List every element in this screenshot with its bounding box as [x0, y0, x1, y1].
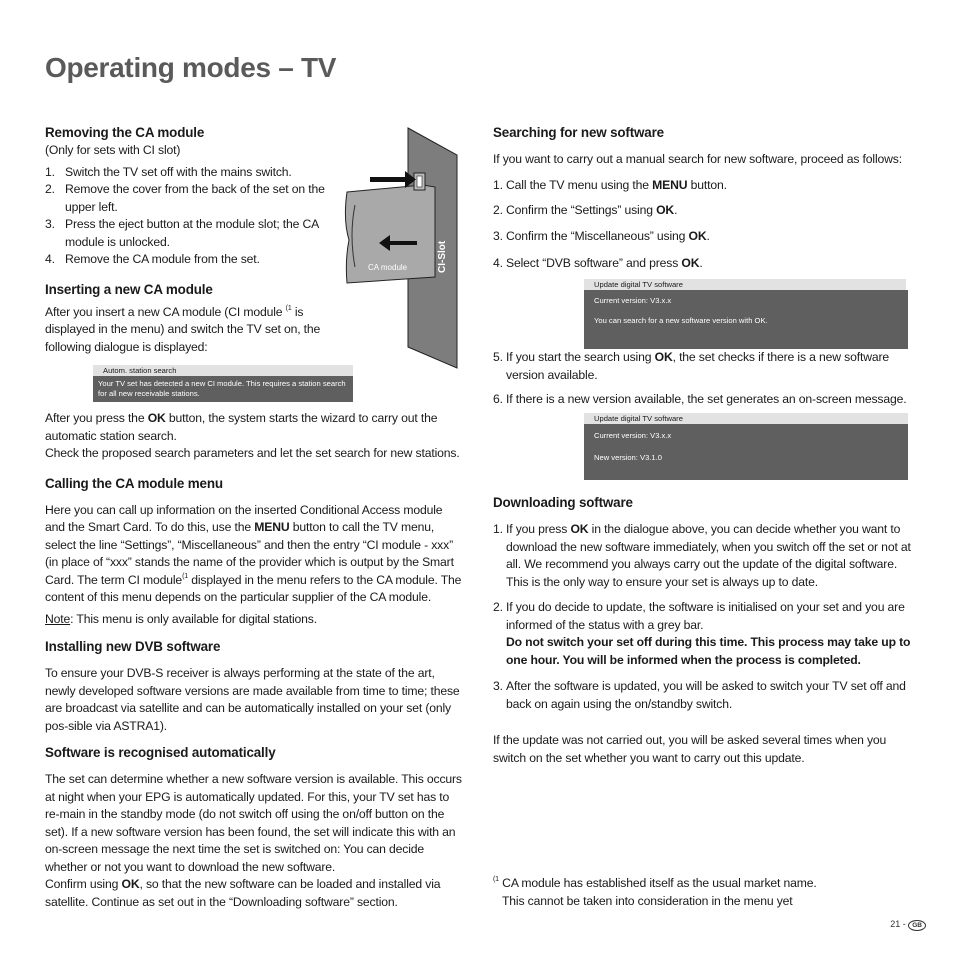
ci-slot-label: CI-Slot — [437, 240, 448, 273]
right-column-lower — [493, 494, 913, 767]
download-heading: Downloading software — [493, 495, 633, 510]
step-5: 5. If you start the search using OK, the set checks if there is a new software version available. — [493, 350, 890, 382]
footnote-line-1: CA module has established itself as the usual market name. — [498, 876, 817, 890]
list-item: 3. Press the eject button at the module slot; the CA module is unlocked. — [45, 217, 319, 249]
note-text: Note: This menu is only available for digital stations. — [45, 611, 317, 626]
country-badge: GB — [908, 920, 926, 931]
footnote-line-2: This cannot be taken into consideration in the menu yet — [502, 893, 793, 908]
footnote-marker: (1 — [493, 876, 499, 883]
download-step-2: 2. If you do decide to update, the software is initialised on your set and you are informed of the status with a grey bar. Do not switch your set off during this time. This process may take up to one hour. You will be informed when the process is completed. — [493, 600, 911, 667]
installing-heading: Installing new DVB software — [45, 639, 221, 654]
step-3: 3. Confirm the “Miscellaneous” using OK. — [493, 228, 710, 243]
ca-module-label: CA module — [368, 263, 408, 272]
after-ok-text: After you press the OK button, the system starts the wizard to carry out the automatic station search. — [45, 411, 438, 443]
installing-text: To ensure your DVB-S receiver is always performing at the state of the art, newly developed software versions are made available from time to time; these are broadcast via satellite and can be automatically installed on your set (only pos-sible via ASTRA1). — [45, 666, 460, 733]
osd-station-search-dialog — [93, 365, 353, 402]
list-item: 1. Switch the TV set off with the mains switch. — [45, 164, 292, 179]
osd-message: Your TV set has detected a new CI module. This requires a station search for all new receivable stations. — [93, 376, 353, 402]
list-item: 4. Remove the CA module from the set. — [45, 252, 260, 266]
osd-search-hint: You can search for a new software version with OK. — [594, 316, 768, 325]
removing-steps — [45, 164, 325, 269]
search-heading: Searching for new software — [493, 125, 664, 140]
removing-heading: Removing the CA module — [45, 125, 205, 140]
eject-button-face — [417, 176, 422, 187]
inserting-text: After you insert a new CA module (CI module $^{(1}$ is displayed in the menu) and switch the TV set on, the following dialogue is displayed: — [45, 304, 321, 354]
osd-body — [584, 290, 908, 349]
not-carried-text: If the update was not carried out, you will be asked several times when you switch on the set whether you want to carry out this update. — [493, 733, 887, 765]
calling-text: Here you can call up information on the inserted Conditional Access module and the Smart Card. To do this, use the MENU button to call the TV menu, select the line “Settings”, “Miscellaneous” and then the entry “CI module - xxx” (in place of “xxx” stands the name of the provider which is output by the Smart Card. The term CI module$^{(1}$ displayed in the menu refers to the CA module. The content of this menu depends on the particular supplier of the CA module. — [45, 502, 462, 604]
osd-titlebar: Autom. station search — [93, 365, 353, 376]
right-column — [493, 124, 913, 273]
step-1: 1. Call the TV menu using the MENU button. — [493, 177, 727, 192]
list-item: 2. Remove the cover from the back of the set on the upper left. — [45, 182, 325, 214]
right-column-middle — [493, 349, 913, 409]
calling-heading: Calling the CA module menu — [45, 475, 223, 491]
removing-note: (Only for sets with CI slot) — [45, 143, 181, 157]
osd-titlebar: Update digital TV software — [584, 279, 906, 290]
osd-titlebar: Update digital TV software — [584, 413, 908, 424]
osd-new-version: New version: V3.1.0 — [594, 453, 662, 462]
step-2: 2. Confirm the “Settings” using OK. — [493, 203, 678, 217]
auto-text: The set can determine whether a new software version is available. This occurs at night when your EPG is automatically updated. For this, your TV set has to re-main in the standby mode (do not switch off using the on/off button on the set). If a new software version has been found, the set will indicate this with an on-screen message the next time the set is switched on: You can decide whether or not you want to download the new software. — [45, 772, 462, 874]
osd-current-version: Current version: V3.x.x — [594, 296, 672, 305]
ci-slot-illustration — [335, 125, 475, 375]
osd-new-version-dialog — [584, 413, 908, 480]
auto-heading: Software is recognised automatically — [45, 745, 276, 760]
osd-body — [584, 424, 908, 480]
page-title: Operating modes – TV — [45, 52, 337, 83]
inserting-heading: Inserting a new CA module — [45, 281, 213, 297]
confirm-text: Confirm using OK, so that the new software can be loaded and installed via satellite. Continue as set out in the “Downloading software” section. — [45, 877, 441, 909]
download-step-1: 1. If you press OK in the dialogue above, you can decide whether you want to download the new software immediately, when you switch off the set or not at all. We recommend you always carry out the update of the digital software. This is the only way to ensure your set is always up to date. — [493, 522, 911, 589]
step-6: 6. If there is a new version available, the set generates an on-screen message. — [493, 392, 907, 406]
left-column-lower — [45, 410, 465, 911]
search-intro: If you want to carry out a manual search for new software, proceed as follows: — [493, 152, 902, 166]
download-step-3: 3. After the software is updated, you will be asked to switch your TV set off and back on again using the on/standby switch. — [493, 679, 906, 711]
step-4: 4. Select “DVB software” and press OK. — [493, 256, 703, 270]
check-text: Check the proposed search parameters and let the set search for new stations. — [45, 446, 460, 460]
footnote — [493, 875, 913, 910]
page-number: 21 - GB — [890, 919, 926, 931]
osd-current-version: Current version: V3.x.x — [594, 431, 672, 440]
osd-update-search-dialog — [584, 279, 908, 349]
